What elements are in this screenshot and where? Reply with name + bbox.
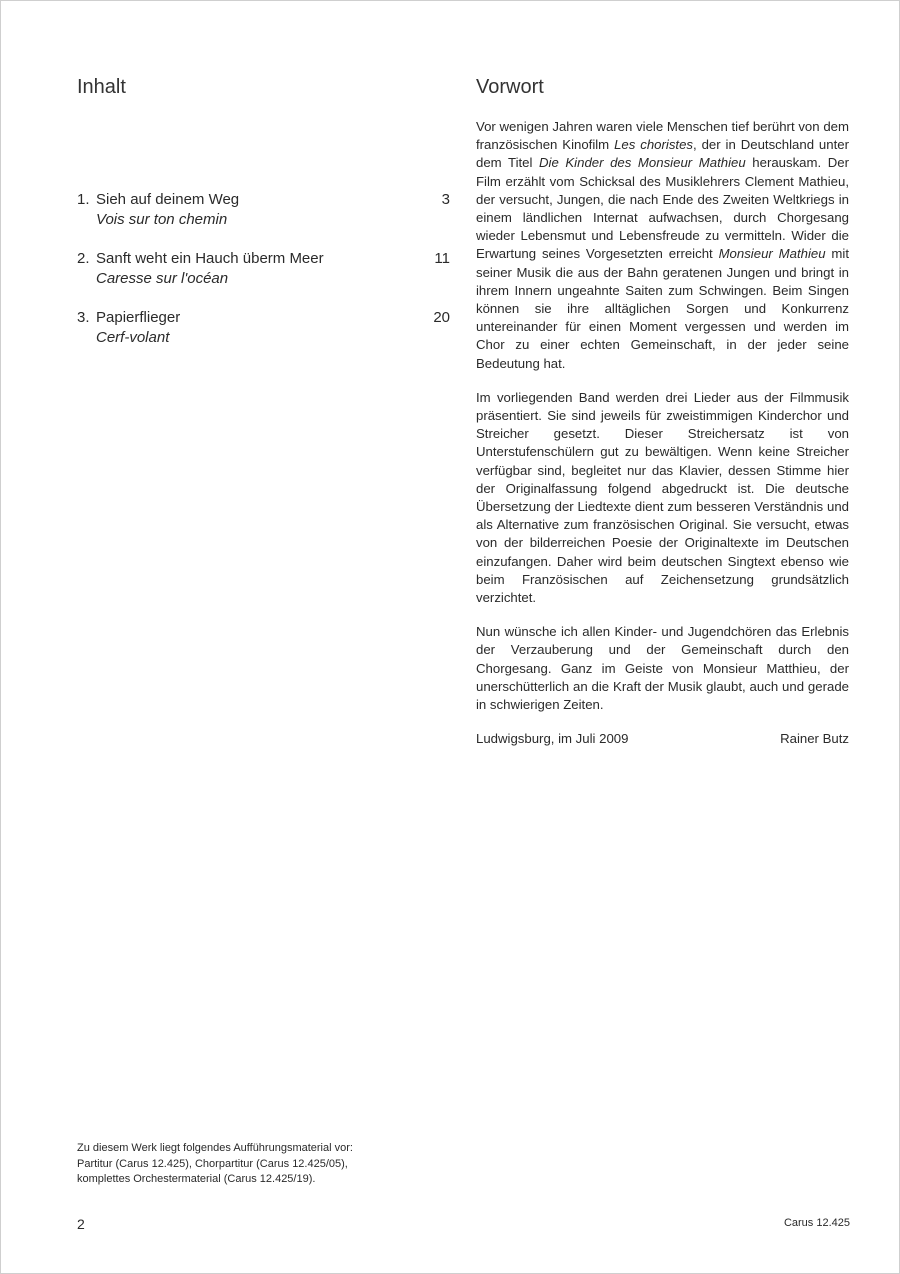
toc-entry-number: 2. — [77, 250, 90, 267]
toc-entry-subtitle: Vois sur ton chemin — [96, 211, 228, 228]
performance-material-note — [77, 1141, 457, 1188]
catalog-number: Carus 12.425 — [783, 1217, 850, 1229]
preface-paragraph: Nun wünsche ich allen Kinder- und Jugendchören das Erlebnis der Verzauberung und der Gemeinschaft durch den Chorgesang. Ganz im Geiste von Monsieur Matthieu, der unerschütterlich an die Kraft der Musik glaubt, auch und gerade in schwierigen Zeiten. — [476, 624, 849, 713]
preface-column — [476, 74, 850, 747]
contents-column — [77, 74, 450, 346]
toc-entry-page: 11 — [434, 250, 450, 267]
preface-text: Vor wenigen Jahren waren viele Menschen tief berührt von dem französischen Kinofilm — [476, 119, 849, 153]
material-line: Partitur (Carus 12.425), Chorpartitur (Carus 12.425/05), — [77, 1157, 348, 1170]
material-line: komplettes Orchestermaterial (Carus 12.425/19). — [77, 1173, 316, 1185]
contents-heading: Inhalt — [77, 76, 126, 98]
preface-paragraph — [476, 118, 849, 373]
character-name: Monsieur Mathieu — [718, 246, 826, 262]
toc-entry-page: 20 — [433, 309, 450, 326]
preface-heading: Vorwort — [476, 76, 544, 98]
material-line: Zu diesem Werk liegt folgendes Aufführungsmaterial vor: — [77, 1142, 353, 1154]
film-title-french: Les choristes — [614, 137, 694, 153]
toc-entry[interactable] — [77, 249, 450, 291]
table-of-contents — [77, 190, 450, 367]
preface-paragraph: Im vorliegenden Band werden drei Lieder aus der Filmmusik präsentiert. Sie sind jeweils für zweistimmigen Kinderchor und Streicher gesetzt. Dieser Streichersatz ist von Unterstufenschülern gut zu bewältigen. Wenn keine Streicher verfügbar sind, begleitet nur das Klavier, dessen Stimme hier der Originalfassung folgend abgedruckt ist. Die deutsche Übersetzung der Liedtexte dient zum besseren Verständnis und als Alternative zum französischen Original. Sie versucht, etwas von der bilderreichen Poesie der Originaltexte im Deutschen einzufangen. Daher wird beim deutschen Singtext ebenso wie beim Französischen auf Zeichensetzung grundsätzlich verzichtet. — [476, 389, 849, 606]
page-number: 2 — [77, 1216, 85, 1232]
toc-entry-title: Sieh auf deinem Weg — [96, 191, 240, 208]
preface-text: mit seiner Musik die aus der Bahn geratenen Jungen und bringt in ihrem Innern ungeahnte Saiten zum Schwingen. Beim Singen können sie ihre alltäglichen Sorgen und Konkurrenz untereinander für einen Moment vergessen und werden im Chor zu einer echten Gemeinschaft, in der jeder seine Bedeutung hat. — [476, 246, 849, 371]
toc-entry-title: Papierflieger — [96, 309, 181, 326]
toc-entry-subtitle: Cerf-volant — [96, 329, 170, 346]
toc-entry-number: 3. — [77, 309, 90, 326]
toc-entry-page: 3 — [441, 191, 450, 208]
film-title-german: Die Kinder des Monsieur Mathieu — [539, 155, 746, 171]
toc-entry-number: 1. — [77, 191, 90, 208]
toc-entry[interactable] — [77, 308, 450, 350]
toc-entry-title: Sanft weht ein Hauch überm Meer — [96, 250, 324, 267]
place-date: Ludwigsburg, im Juli 2009 — [476, 731, 629, 747]
author-name: Rainer Butz — [780, 731, 849, 747]
preface-text: herauskam. Der Film erzählt vom Schicksal des Musiklehrers Clement Mathieu, der versucht, Jungen, die nach Ende des Zweiten Weltkriegs in einem ländlichen Internat aufwachsen, durch Chorgesang wieder Lebensmut und Lebensfreude zu vermitteln. Wider die Erwartung seines Vorgesetzten erreicht — [476, 155, 850, 262]
preface-text: , der in Deutschland unter dem Titel — [476, 137, 849, 171]
preface-body — [476, 118, 849, 748]
toc-entry-subtitle: Caresse sur l'océan — [96, 270, 229, 287]
toc-entry[interactable] — [77, 190, 450, 232]
signature-line — [476, 730, 849, 748]
